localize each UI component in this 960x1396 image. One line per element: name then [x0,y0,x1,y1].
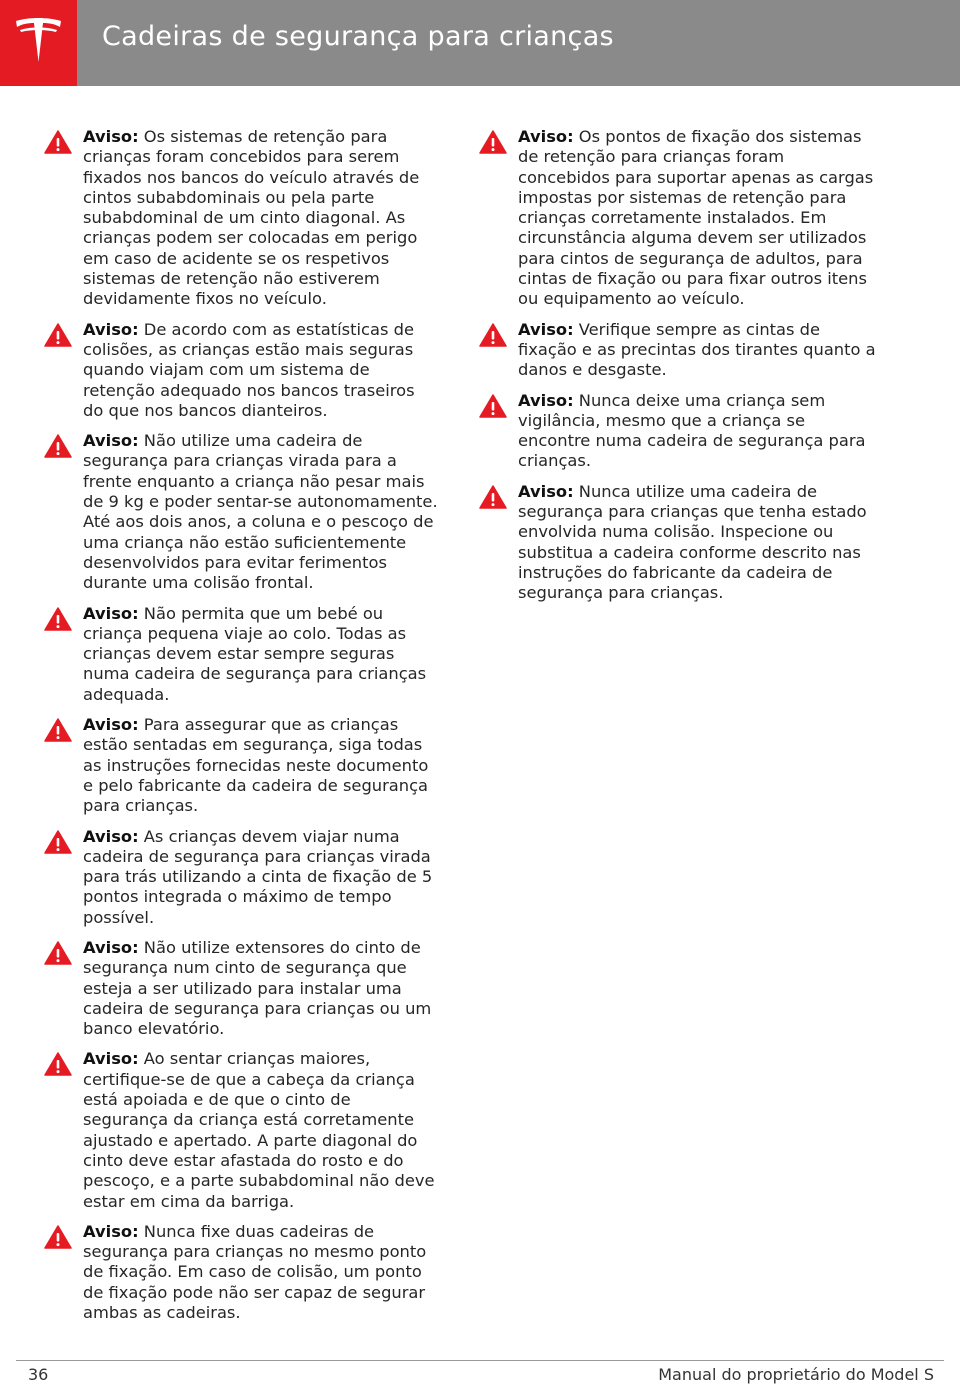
tesla-logo-icon [14,18,63,68]
warning-triangle-icon [44,607,72,631]
warning-item [44,715,440,816]
page-number: 36 [28,1365,49,1384]
warning-label: Aviso: [83,603,139,623]
warning-body: Para assegurar que as crianças estão sentadas em segurança, siga todas as instruções fornecidas neste documento e pelo fabricante da cadeira de segurança para crianças. [83,715,429,816]
warning-triangle-icon [479,130,507,154]
warning-triangle-icon [44,1225,72,1249]
warning-body: Nunca deixe uma criança sem vigilância, mesmo que a criança se encontre numa cadeira de segurança para crianças. [518,390,866,471]
warning-text [83,1222,440,1323]
warning-body: Não utilize uma cadeira de segurança para crianças virada para a frente enquanto a criança não pesar mais de 9 kg e poder sentar-se autonomamente. Até aos dois anos, a coluna e o pescoço de uma criança não estão suficientemente desenvolvidos para evitar ferimentos durante uma colisão frontal. [83,431,438,593]
warning-body: As crianças devem viajar numa cadeira de segurança para crianças virada para trás utilizando a cinta de fixação de 5 pontos integrada o máximo de tempo possível. [83,826,433,927]
warning-label: Aviso: [83,431,139,451]
warning-item [44,431,440,593]
warning-body: Nunca utilize uma cadeira de segurança para crianças que tenha estado envolvida numa colisão. Inspecione ou substitua a cadeira conforme descrito nas instruções do fabricante da cadeira de segurança para crianças. [518,481,867,603]
warning-label: Aviso: [83,715,139,735]
warning-item [44,1049,440,1211]
warning-body: Os pontos de fixação dos sistemas de retenção para crianças foram concebidos para suportar apenas as cargas impostas por sistemas de retenção para crianças corretamente instalados. Em circunstância alguma devem ser utilizados para cintos de segurança de adultos, para cintas de fixação ou para fixar outros itens ou equipamento ao veículo. [518,127,874,309]
warning-triangle-icon [479,394,507,418]
warning-item [479,482,877,604]
warning-body: Não permita que um bebé ou criança pequena viaje ao colo. Todas as crianças devem estar sempre seguras numa cadeira de segurança para crianças adequada. [83,603,427,704]
warning-label: Aviso: [83,937,139,957]
warning-triangle-icon [44,830,72,854]
warning-item [44,127,440,310]
warning-text [83,604,440,705]
warning-triangle-icon [44,130,72,154]
warning-triangle-icon [44,941,72,965]
warning-triangle-icon [44,323,72,347]
page-title: Cadeiras de segurança para crianças [102,21,614,52]
footer-divider [16,1360,944,1361]
warning-item [479,391,877,472]
warning-text [518,482,877,604]
warning-body: Nunca fixe duas cadeiras de segurança para crianças no mesmo ponto de fixação. Em caso de colisão, um ponto de fixação pode não ser capaz de segurar ambas as cadeiras. [83,1221,427,1323]
warning-body: Ao sentar crianças maiores, certifique-se de que a cabeça da criança está apoiada e de que o cinto de segurança da criança está corretamente ajustado e apertado. A parte diagonal do cinto deve estar afastada do rosto e do pescoço, e a parte subabdominal não deve estar em cima da barriga. [83,1049,435,1211]
warning-label: Aviso: [518,319,574,339]
manual-title: Manual do proprietário do Model S [658,1365,934,1384]
warning-label: Aviso: [83,1049,139,1069]
warning-triangle-icon [44,1052,72,1076]
warning-text [518,127,877,310]
left-column [44,127,440,1333]
warning-triangle-icon [479,323,507,347]
warning-label: Aviso: [83,319,139,339]
warning-label: Aviso: [518,127,574,146]
warning-body: Verifique sempre as cintas de fixação e as precintas dos tirantes quanto a danos e desgaste. [518,319,876,380]
page-header [0,0,960,86]
warning-triangle-icon [44,434,72,458]
warning-item [479,127,877,310]
warning-text [83,827,440,928]
warning-text [83,431,440,593]
warning-item [479,320,877,381]
warning-label: Aviso: [83,1221,139,1241]
warning-label: Aviso: [83,826,139,846]
warning-item [44,1222,440,1323]
warning-text [83,320,440,421]
warning-label: Aviso: [83,127,139,146]
warning-triangle-icon [479,485,507,509]
warning-item [44,827,440,928]
warning-text [83,127,440,310]
warning-item [44,320,440,421]
warning-label: Aviso: [518,390,574,410]
warning-text [518,391,877,472]
right-column [479,127,877,614]
warning-triangle-icon [44,718,72,742]
warning-body: De acordo com as estatísticas de colisões, as crianças estão mais seguras quando viajam com um sistema de retenção adequado nos bancos traseiros do que nos bancos dianteiros. [83,319,415,420]
warning-text [83,1049,440,1211]
warning-text [83,938,440,1039]
warning-label: Aviso: [518,481,574,501]
warning-text [83,715,440,816]
warning-body: Os sistemas de retenção para crianças foram concebidos para serem fixados nos bancos do veículo através de cintos subabdominais ou pela parte subabdominal de um cinto diagonal. As crianças podem ser colocadas em perigo em caso de acidente se os respetivos sistemas de retenção não estiverem devidamente fixos no veículo. [83,127,420,309]
logo-badge [0,0,77,86]
warning-item [44,604,440,705]
warning-body: Não utilize extensores do cinto de segurança num cinto de segurança que esteja a ser utilizado para instalar uma cadeira de segurança para crianças ou um banco elevatório. [83,937,432,1039]
warning-item [44,938,440,1039]
warning-text [518,320,877,381]
